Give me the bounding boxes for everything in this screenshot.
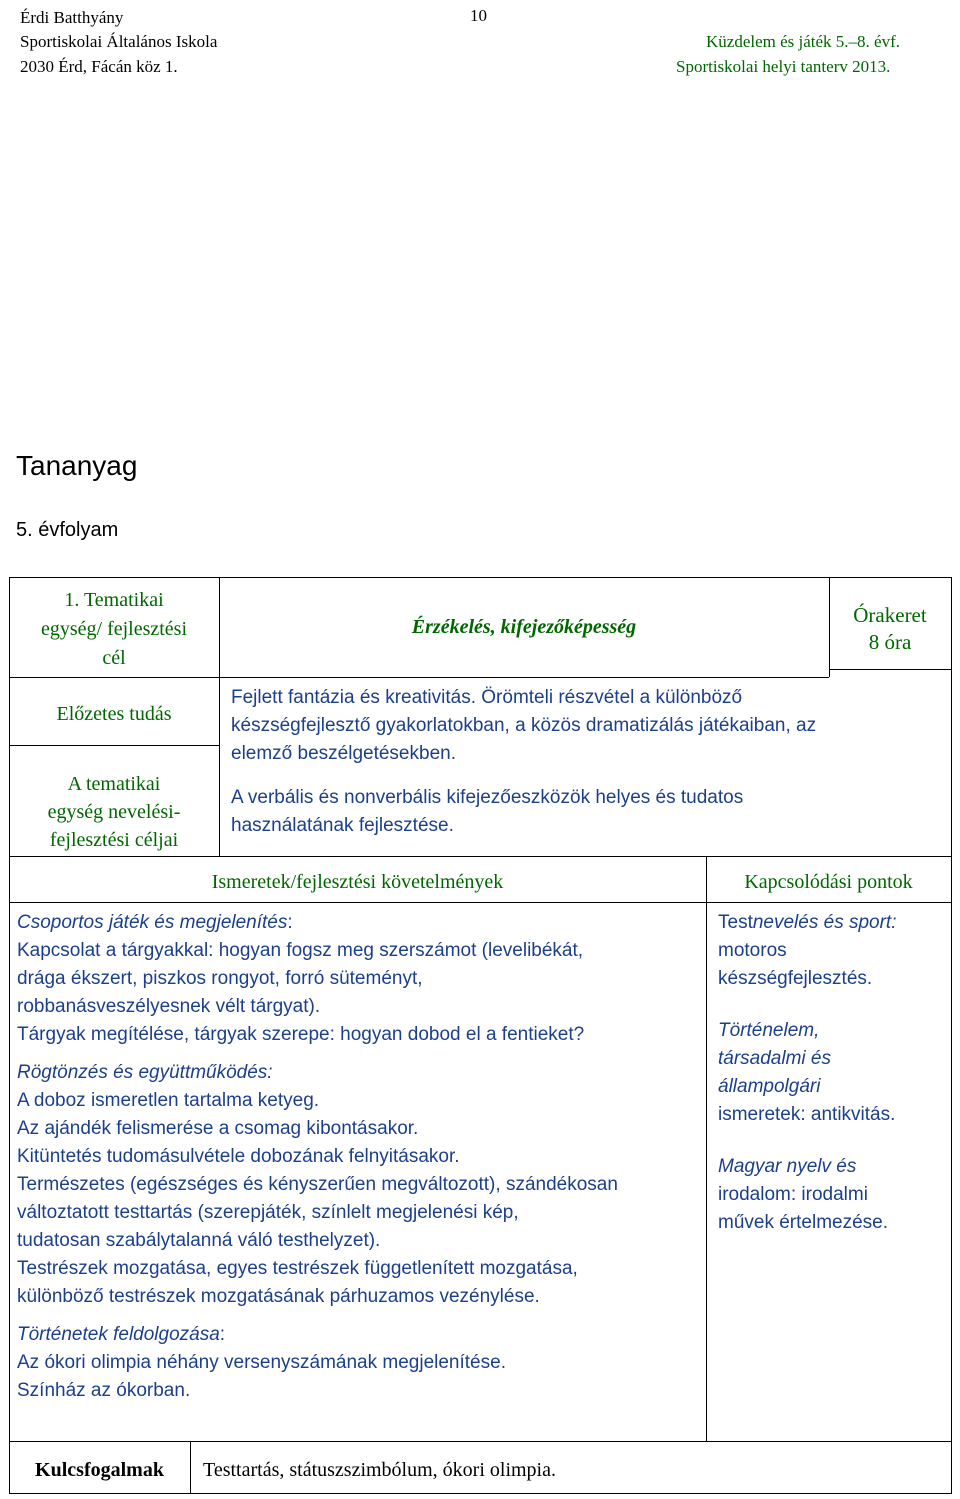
connection-pe: Testnevelés és sport: motoros készségfejlesztés.	[718, 912, 897, 989]
hours-value: 8 óra	[868, 630, 912, 654]
school-type: Sportiskolai Általános Iskola	[20, 32, 218, 51]
goals-text: A verbális és nonverbális kifejezőeszközök helyes és tudatos használatának fejlesztése.	[231, 787, 744, 836]
keywords-text: Testtartás, státuszszimbólum, ókori olimpia.	[203, 1459, 556, 1481]
connection-literature: Magyar nyelv és irodalom: irodalmi művek értelmezése.	[718, 1156, 889, 1233]
unit-label: 1. Tematikai egység/ fejlesztési cél	[40, 589, 188, 669]
connection-history: Történelem, társadalmi és állampolgári ismeretek: antikvitás.	[718, 1020, 896, 1125]
page-number: 10	[470, 6, 487, 25]
requirements-body	[17, 909, 618, 1405]
requirements-header: Ismeretek/fejlesztési követelmények	[211, 871, 504, 893]
unit-title: Érzékelés, kifejezőképesség	[411, 616, 637, 638]
goals-label: A tematikai egység nevelési- fejlesztési céljai	[47, 773, 181, 851]
curriculum-title: Sportiskolai helyi tanterv 2013.	[676, 57, 891, 76]
school-name: Érdi Batthyány	[20, 8, 124, 27]
connections-body	[718, 909, 897, 1237]
requirements-section-1: Csoportos játék és megjelenítés: Kapcsolat a tárgyakkal: hogyan fogsz meg szerszámot (levelibékát, drága ékszert, piszkos rongyot, forró süteményt, robbanásveszélyesnek vélt tárgyat). Tárgyak megítélése, tárgyak szerepe: hogyan dobod el a fentieket?	[17, 912, 585, 1045]
school-address: 2030 Érd, Fácán köz 1.	[20, 57, 178, 76]
prior-knowledge-label: Előzetes tudás	[56, 703, 172, 725]
hours-label: Órakeret	[853, 603, 927, 627]
grade-title: 5. évfolyam	[16, 519, 119, 541]
keywords-label: Kulcsfogalmak	[35, 1459, 164, 1481]
prior-knowledge-text: Fejlett fantázia és kreativitás. Örömteli részvétel a különböző készségfejlesztő gyakorlatokban, a közös dramatizálás játékaiban, az elemző beszélgetésekben.	[231, 687, 817, 764]
page-title: Tananyag	[16, 450, 138, 481]
connections-header: Kapcsolódási pontok	[744, 871, 913, 893]
hours-box	[829, 602, 951, 656]
requirements-section-3: Történetek feldolgozása: Az ókori olimpia néhány versenyszámának megjelenítése. Színház az ókorban.	[17, 1324, 506, 1401]
requirements-section-2: Rögtönzés és együttműködés: A doboz ismeretlen tartalma ketyeg. Az ajándék felismerése a csomag kibontásakor. Kitüntetés tudomásulvétele dobozának felnyitásakor. Természetes (egészséges és kényszerűen megváltozott), szándékosan változtatott testtartás (szerepjáték, színlelt megjelenési kép, tudatosan szabálytalanná váló testhelyzet). Testrészek mozgatása, egyes testrészek függetlenített mozgatása, különböző testrészek mozgatásának párhuzamos vezénylése.	[17, 1062, 618, 1307]
subject-title: Küzdelem és játék 5.–8. évf.	[706, 32, 901, 51]
